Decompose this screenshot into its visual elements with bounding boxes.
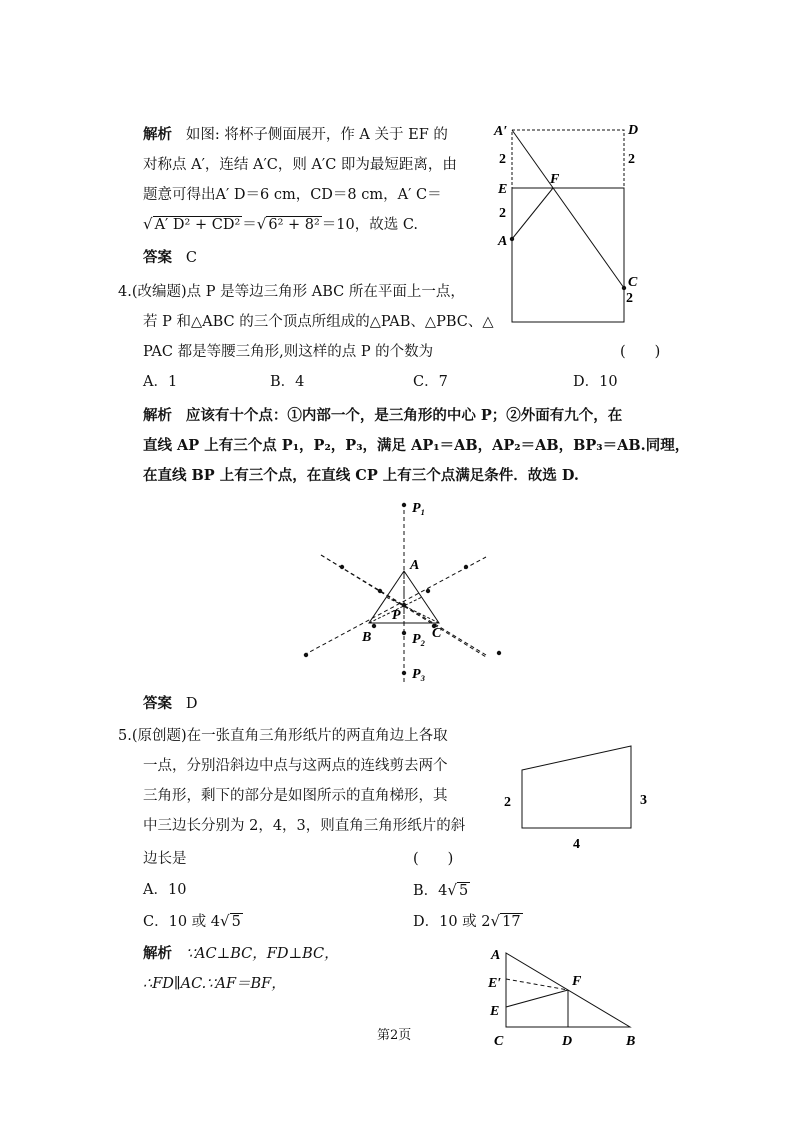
result: ＝10，故选 C. (321, 217, 419, 233)
label-C: C (494, 1034, 504, 1049)
label-two: 2 (626, 291, 633, 306)
q4-solution-line3: 在直线 BP 上有三个点，在直线 CP 上有三个点满足条件．故选 D. (143, 467, 579, 484)
label-D: D (562, 1034, 573, 1049)
label-A: A (491, 948, 501, 963)
solution-label: 解析 (143, 126, 172, 143)
option-text: C．10 或 4 (143, 914, 220, 930)
label-side-bottom: 4 (573, 837, 580, 852)
q5-solution-line2: ∴FD∥AC.∵AF＝BF， (143, 976, 286, 992)
label-D: D (628, 123, 639, 138)
q5-answer-paren: ( ) (413, 851, 454, 867)
q5-stem-line2: 一点，分别沿斜边中点与这两点的连线剪去两个 (143, 758, 448, 774)
label-E: E (498, 182, 508, 197)
label-P1: P₁ (412, 501, 426, 516)
label-C: C (628, 275, 638, 290)
answer-value: D (185, 696, 198, 712)
label-P2: P₂ (412, 632, 426, 647)
label-side-right: 3 (640, 793, 647, 808)
option-text: D．10 或 2 (413, 914, 491, 930)
sqrt-icon: √ (490, 912, 501, 930)
label-side-left: 2 (504, 795, 511, 810)
radicand: A′ D² + CD² (154, 217, 241, 233)
q5-solution-line1 (143, 944, 339, 964)
q5-solution-text1: ∵AC⊥BC，FD⊥BC， (185, 946, 339, 962)
answer-label: 答案 (143, 249, 172, 266)
solution-label: 解析 (143, 407, 172, 424)
label-P3: P₃ (412, 667, 426, 682)
label-A: A (498, 234, 508, 249)
q4-solution-text1: 应该有十个点：①内部一个，是三角形的中心 P；②外面有九个，在 (185, 407, 623, 424)
q5-option-a: A．10 (143, 882, 187, 898)
radicand: 17 (502, 914, 521, 930)
q4-option-d: D．10 (573, 374, 618, 390)
label-E: E (490, 1004, 500, 1019)
p3-solution-line2: 对称点 A′，连结 A′C，则 A′C 即为最短距离，由 (143, 157, 457, 173)
q5-option-c (143, 911, 243, 932)
page-number: 第2页 (377, 1028, 412, 1043)
sqrt-icon: √ (447, 881, 457, 899)
q4-stem-line1: 4.(改编题)点 P 是等边三角形 ABC 所在平面上一点， (118, 284, 465, 300)
q4-option-b: B．4 (270, 374, 305, 390)
label-two: 2 (628, 152, 635, 167)
solution-label: 解析 (143, 945, 172, 962)
q4-answer-paren: ( ) (620, 344, 661, 360)
q4-answer (143, 694, 197, 714)
cup-unfolded-figure (490, 120, 650, 330)
sqrt-icon: √ (220, 912, 230, 930)
label-A-prime: A′ (494, 124, 508, 139)
label-F: F (550, 172, 560, 187)
q5-stem-line5: 边长是 (143, 851, 187, 867)
q5-stem-line3: 三角形，剩下的部分是如图所示的直角梯形，其 (143, 788, 448, 804)
p3-text-1: 如图: 将杯子侧面展开，作 A 关于 EF 的 (185, 127, 448, 143)
q4-solution-line1 (143, 406, 622, 426)
q5-option-d (413, 911, 523, 932)
q5-option-b (413, 880, 470, 901)
label-A: A (410, 558, 420, 573)
label-B: B (362, 630, 372, 645)
p3-solution-line4 (143, 214, 418, 235)
label-E-prime: E′ (488, 976, 502, 991)
q4-solution-line2: 直线 AP 上有三个点 P₁，P₂，P₃，满足 AP₁＝AB，AP₂＝AB，BP₃＝AB.同理， (143, 437, 690, 454)
label-two: 2 (499, 206, 506, 221)
eq: ＝ (242, 217, 257, 233)
radicand: 6² + 8² (268, 217, 320, 233)
q4-stem-line3: PAC 都是等腰三角形,则这样的点 P 的个数为 (143, 344, 434, 360)
p3-solution-line1 (143, 125, 448, 145)
right-triangle-figure (488, 945, 648, 1055)
label-two: 2 (499, 152, 506, 167)
q4-option-c: C．7 (413, 374, 448, 390)
label-P: P (392, 608, 401, 623)
q5-stem-line1: 5.(原创题)在一张直角三角形纸片的两直角边上各取 (118, 728, 448, 744)
answer-label: 答案 (143, 695, 172, 712)
q4-stem-line2: 若 P 和△ABC 的三个顶点所组成的△PAB、△PBC、△ (143, 314, 494, 330)
q5-stem-line4: 中三边长分别为 2，4，3，则直角三角形纸片的斜 (143, 818, 466, 834)
label-B: B (626, 1034, 636, 1049)
equilateral-triangle-points-figure (296, 495, 516, 690)
radicand: 5 (231, 914, 241, 930)
label-C: C (432, 626, 442, 641)
option-text: B．4 (413, 883, 448, 899)
radicand: 5 (458, 883, 469, 899)
p3-solution-line3: 题意可得出A′ D＝6 cm，CD＝8 cm，A′ C＝ (143, 187, 442, 203)
p3-answer (143, 248, 197, 268)
q4-option-a: A．1 (143, 374, 178, 390)
right-trapezoid-figure (498, 738, 668, 853)
label-F: F (572, 974, 582, 989)
sqrt-icon: √ (256, 215, 267, 233)
sqrt-icon: √ (143, 215, 153, 233)
answer-value: C (185, 250, 197, 266)
